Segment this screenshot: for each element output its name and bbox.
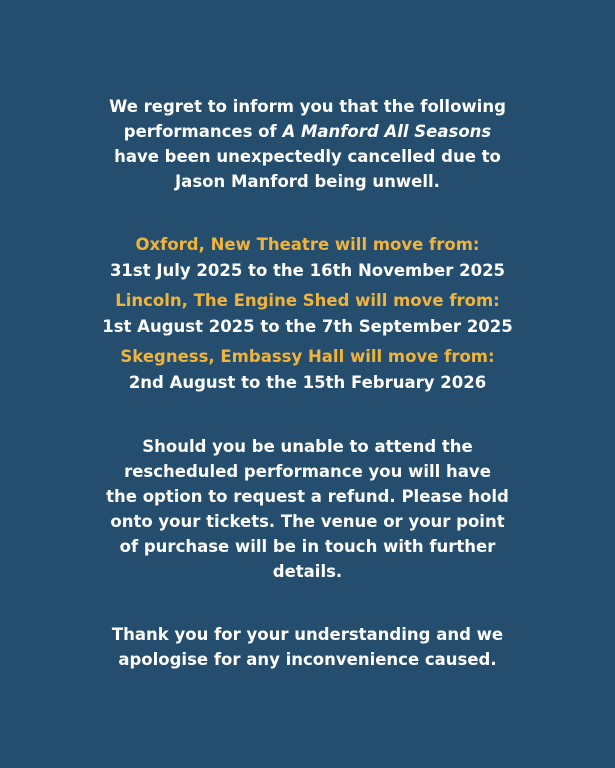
venue-line: Skegness, Embassy Hall will move from:: [120, 347, 495, 366]
refund-line: details.: [272, 562, 343, 581]
refund-line: of purchase will be in touch with further: [119, 537, 496, 556]
venue-line: Oxford, New Theatre will move from:: [135, 235, 480, 254]
dates-line: 1st August 2025 to the 7th September 2025: [102, 317, 513, 336]
intro-line: have been unexpectedly cancelled due to: [114, 147, 501, 166]
dates-line: 2nd August to the 15th February 2026: [128, 373, 487, 392]
intro-line-prefix: performances of: [123, 122, 283, 141]
refund-line: rescheduled performance you will have: [124, 462, 491, 481]
closing-paragraph: [0, 622, 615, 672]
performance-item: [0, 288, 615, 340]
intro-paragraph: [0, 94, 615, 194]
refund-line: onto your tickets. The venue or your point: [110, 512, 505, 531]
closing-line: Thank you for your understanding and we: [111, 625, 504, 644]
intro-line: [0, 119, 615, 144]
performance-list: [0, 232, 615, 400]
venue-line: Lincoln, The Engine Shed will move from:: [115, 291, 500, 310]
intro-line: Jason Manford being unwell.: [175, 172, 440, 191]
dates-line: 31st July 2025 to the 16th November 2025: [109, 261, 506, 280]
closing-line: apologise for any inconvenience caused.: [118, 650, 497, 669]
refund-paragraph: [0, 434, 615, 584]
performance-item: [0, 344, 615, 396]
intro-line: We regret to inform you that the following: [109, 97, 506, 116]
refund-line: Should you be unable to attend the: [142, 437, 473, 456]
show-title: A Manford All Seasons: [282, 122, 492, 141]
performance-item: [0, 232, 615, 284]
refund-line: the option to request a refund. Please hold: [106, 487, 509, 506]
